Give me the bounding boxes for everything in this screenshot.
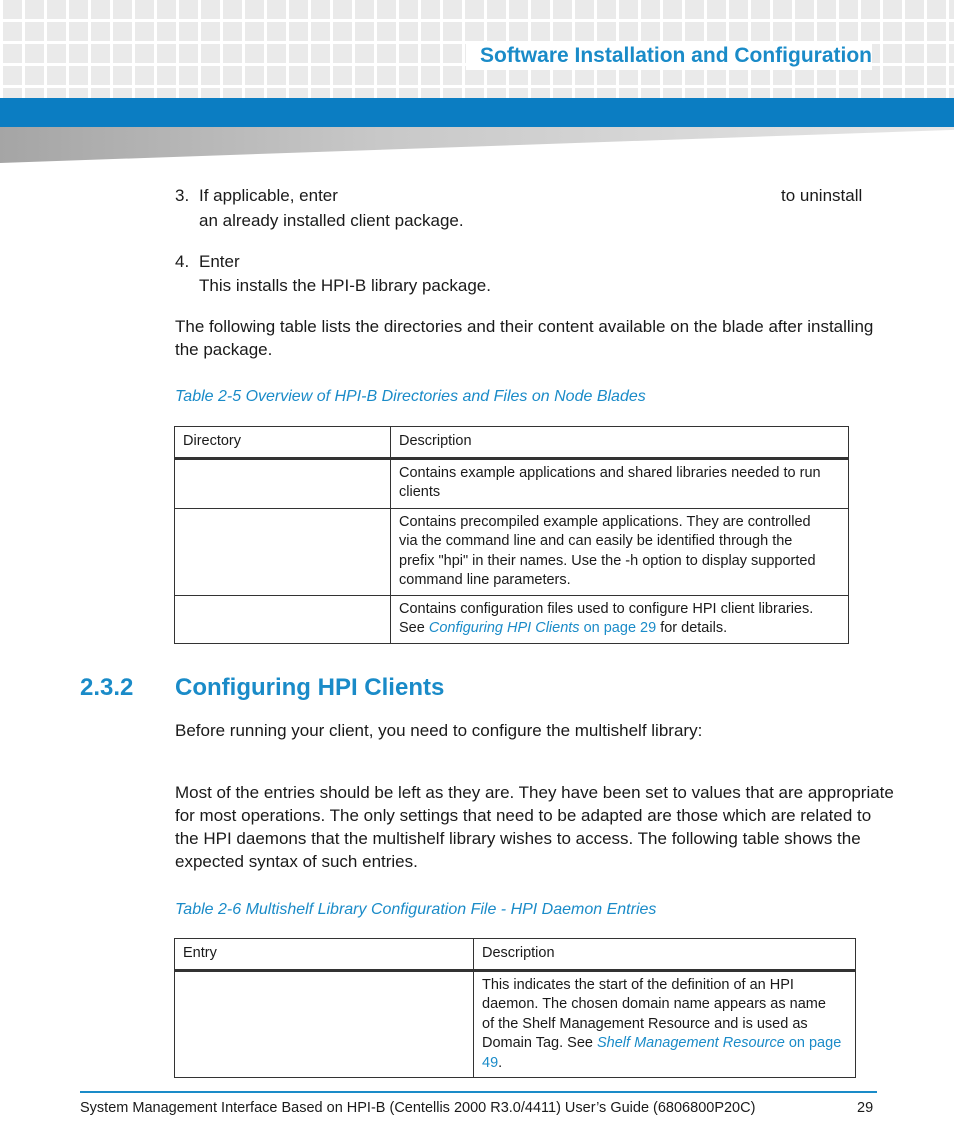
paragraph-entries-line2: for most operations. The only settings that need to be adapted are those which are related to: [175, 806, 872, 825]
see-text: Domain Tag. See: [482, 1035, 597, 1051]
configuring-hpi-clients-link[interactable]: [429, 620, 656, 636]
table-2-6-caption: Table 2-6 Multishelf Library Configuration File - HPI Daemon Entries: [175, 901, 657, 918]
paragraph-entries-line3: the HPI daemons that the multishelf library wishes to access. The following table shows the: [175, 829, 861, 848]
description-line: Contains configuration files used to configure HPI client libraries.: [399, 600, 814, 617]
description-cell: [474, 970, 856, 1078]
section-number: 2.3.2: [80, 674, 134, 701]
shelf-management-resource-page-link[interactable]: [482, 1055, 498, 1071]
step-3-text-end: to uninstall: [781, 186, 863, 205]
directory-cell: [175, 508, 391, 595]
column-header-description: Description: [391, 427, 849, 459]
description-cell: [391, 458, 849, 508]
description-line: via the command line and can easily be identified through the: [399, 533, 793, 549]
table-2-5: [174, 426, 849, 644]
step-3-number: 3.: [175, 186, 190, 205]
paragraph-entries-line1: Most of the entries should be left as they are. They have been set to values that are appropriate: [175, 783, 894, 802]
column-header-directory: Directory: [175, 427, 391, 459]
see-text: See: [399, 620, 429, 636]
table-row: [175, 458, 849, 508]
after-text: .: [498, 1054, 503, 1071]
description-line: daemon. The chosen domain name appears as name: [482, 996, 826, 1012]
paragraph-entries-line4: expected syntax of such entries.: [175, 852, 418, 871]
header-gray-band: [0, 127, 954, 163]
paragraph-intro-line1: The following table lists the directories and their content available on the blade after installing: [175, 317, 874, 336]
link-title: Shelf Management Resource: [597, 1035, 785, 1051]
shelf-management-resource-link[interactable]: [597, 1035, 841, 1051]
header-title: Software Installation and Configuration: [466, 42, 872, 70]
table-header-row: [175, 427, 849, 459]
description-cell: [391, 595, 849, 643]
link-title: Configuring HPI Clients: [428, 620, 580, 636]
section-title: Configuring HPI Clients: [175, 674, 445, 701]
link-page: on page: [784, 1035, 842, 1051]
table-2-6: [174, 938, 856, 1078]
page-number: 29: [857, 1100, 874, 1116]
step-4-number: 4.: [175, 252, 190, 271]
link-page: on page 29: [579, 620, 657, 636]
description-line: [482, 1054, 847, 1074]
entry-cell: [175, 970, 474, 1078]
link-page-number: 49: [482, 1054, 499, 1071]
paragraph-before-running: Before running your client, you need to configure the multishelf library:: [175, 721, 703, 740]
footer-text: System Management Interface Based on HPI-B (Centellis 2000 R3.0/4411) User’s Guide (6806800P20C): [80, 1100, 756, 1116]
directory-cell: [175, 595, 391, 643]
description-line: Contains precompiled example applications. They are controlled: [399, 513, 811, 530]
column-header-entry: Entry: [175, 939, 474, 971]
description-line: clients: [399, 484, 441, 500]
table-row: [175, 595, 849, 643]
description-line: Contains example applications and shared libraries needed to run: [399, 464, 821, 481]
step-4-text: Enter: [199, 252, 240, 271]
step-3-text: If applicable, enter: [199, 186, 338, 205]
description-line: This indicates the start of the definition of an HPI: [482, 976, 794, 993]
description-line: [399, 619, 840, 639]
table-row: [175, 970, 856, 1078]
directory-cell: [175, 458, 391, 508]
step-3-text-line2: an already installed client package.: [199, 211, 464, 230]
after-text: for details.: [656, 620, 728, 636]
header-blue-band: [0, 98, 954, 127]
description-line: [482, 1034, 847, 1054]
table-2-5-caption: Table 2-5 Overview of HPI-B Directories and Files on Node Blades: [175, 388, 646, 405]
table-row: [175, 508, 849, 595]
step-4-text-line2: This installs the HPI-B library package.: [199, 276, 491, 295]
description-line: prefix "hpi" in their names. Use the -h option to display supported: [399, 552, 816, 569]
table-header-row: [175, 939, 856, 971]
footer-rule: [80, 1091, 877, 1093]
description-line: of the Shelf Management Resource and is used as: [482, 1015, 808, 1032]
column-header-description: Description: [474, 939, 856, 971]
description-cell: [391, 508, 849, 595]
paragraph-intro-line2: the package.: [175, 340, 273, 359]
description-line: command line parameters.: [399, 572, 571, 588]
